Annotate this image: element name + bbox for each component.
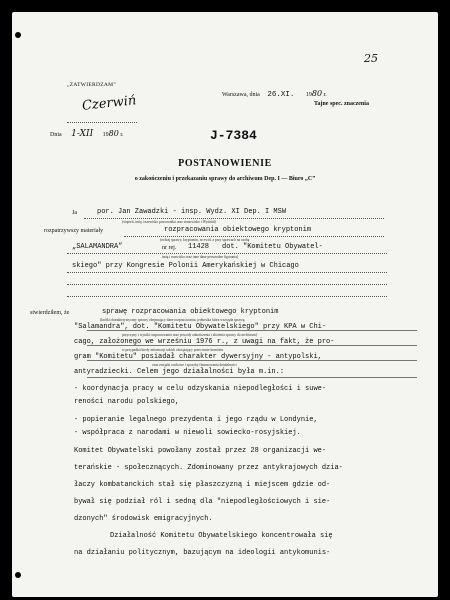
city-year-prefix: 19 (305, 92, 312, 98)
city-label: Warszawa, dnia (222, 92, 260, 98)
registration-number: 11428 (188, 243, 210, 251)
found-caption-1: (krótki charakterystyczny sprawy obejmujący dane rozpracowania, jednostka która wszczęła sprawę, (100, 318, 246, 322)
list-item: - współpraca z narodami w niewoli sowiecko-rosyjskiej. (74, 429, 301, 437)
found-caption-3: w przypadku kiedy informacji takich obciążający przeciwnie komitetu (122, 348, 224, 352)
cryptonym-underline (67, 253, 387, 254)
approval-date-prefix: Dnia (50, 132, 62, 138)
list-item: - popieranie legalnego prezydenta i jego rządu w Londynie, (74, 416, 318, 424)
registration-subject: dot. "Komitetu Obywatel- (222, 243, 323, 251)
paragraph-line: łaczy kombatanckich stał się płaszczyzną i miejscem gdzie od- (74, 481, 331, 489)
found-line-3: cago, założonego we wrześniu 1976 r., z uwagi na fakt, że pro- (74, 338, 335, 346)
paragraph-line: dzonych" środowisk emigracyjnych. (74, 515, 213, 523)
found-caption-4: oraz związki osobowe i sposoby finansowania działalności (152, 363, 237, 367)
officer-line: por. Jan Zawadzki - insp. Wydz. XI Dep. I MSW (97, 208, 287, 216)
reference-number: J-7384 (210, 128, 257, 143)
page-number: 25 (364, 52, 378, 65)
considered-label: rozpatrzywszy materiały (44, 228, 104, 234)
approval-date-suffix: r. (120, 132, 124, 138)
ruled-line (87, 345, 417, 346)
found-line-1: sprawę rozpracowania obiektowego kryptonim (102, 308, 279, 316)
ja-label: Ja (72, 210, 77, 216)
case-cryptonym: „SALAMANDRA” (72, 243, 123, 251)
list-item-continuation: reności narodu polskiego, (74, 398, 180, 406)
paragraph-line: bywał się podział ról i sedną dla "niepodległościowych i sie- (74, 498, 331, 506)
officer-caption: (stopień, imię i nazwisko pracownika oraz stanowisko i Wydział) (122, 220, 216, 224)
found-line-5: antyradziecki. Celem jego działalności była m.in.: (74, 368, 285, 376)
city-date-suffix: r. (323, 92, 327, 98)
document-page (12, 12, 438, 597)
subject-underline (67, 272, 387, 273)
paragraph-line: Działalność Komitetu Obywatelskiego koncentrowała się (110, 532, 333, 540)
classification-stamp: Tajne spec. znaczenia (314, 101, 369, 107)
subject-line-2: skiego" przy Kongresie Polonii Amerykańskiej w Chicago (72, 262, 299, 270)
ruled-line (87, 360, 417, 361)
paragraph-line: Komitet Obywatelski powołany został przez 28 organizacji we- (74, 447, 327, 455)
found-caption-2: przyczyny i wyniki rozpracowania oraz powody zakończenia i złożenia sprawy do archiwum) (122, 333, 258, 337)
found-label: stwierdziłem, że (30, 310, 70, 316)
approval-year: 80 (108, 129, 119, 138)
case-kind-underline (124, 236, 384, 237)
approval-year-prefix: 19 (102, 132, 109, 138)
found-line-4: gram "Komitetu" posiadał charakter dywersyjny - antypolski, (74, 353, 322, 361)
approval-label: „ZATWIERDZAM” (67, 82, 117, 88)
punch-hole (15, 32, 21, 38)
city-year: 80 (311, 89, 323, 98)
document-title: POSTANOWIENIE (178, 158, 272, 169)
list-item: - koordynacja pracy w celu odzyskania niepodległości i suwe- (74, 385, 327, 393)
blank-line (67, 284, 387, 285)
approval-date (50, 129, 124, 139)
case-kind: rozpracowania obiektowego kryptonim (164, 226, 312, 234)
ruled-line (87, 330, 417, 331)
registration-label: nr rej. (162, 245, 177, 251)
found-line-2: "Salamandra", dot. "Komitetu Obywatelskiego" przy KPA w Chi- (74, 323, 327, 331)
subject-caption: imię i nazwisko oraz inne dane personalne figuranta) (162, 255, 239, 259)
city-date (222, 89, 327, 99)
document-subtitle: o zakończeniu i przekazaniu sprawy do archiwum Dep. I — Biuro „C” (134, 176, 316, 182)
paragraph-line: na działaniu politycznym, bazującym na ideologii antykomunis- (74, 549, 331, 557)
punch-hole (15, 572, 21, 578)
approval-signature: Czerwiń (81, 93, 138, 114)
ruled-line (87, 377, 417, 378)
approval-date-day: 1-XII (71, 129, 94, 139)
case-caption: (rodzaj sprawy, kryptonim, nr ewid. a przy sprawach na osobę (160, 238, 250, 242)
signature-line (67, 122, 137, 123)
paragraph-line: terańskie - społecznących. Zdominowany przez antykrajowych dzia- (74, 464, 343, 472)
blank-line (67, 296, 387, 297)
officer-underline (84, 218, 384, 219)
city-date-value: 26.XI. (267, 91, 295, 99)
